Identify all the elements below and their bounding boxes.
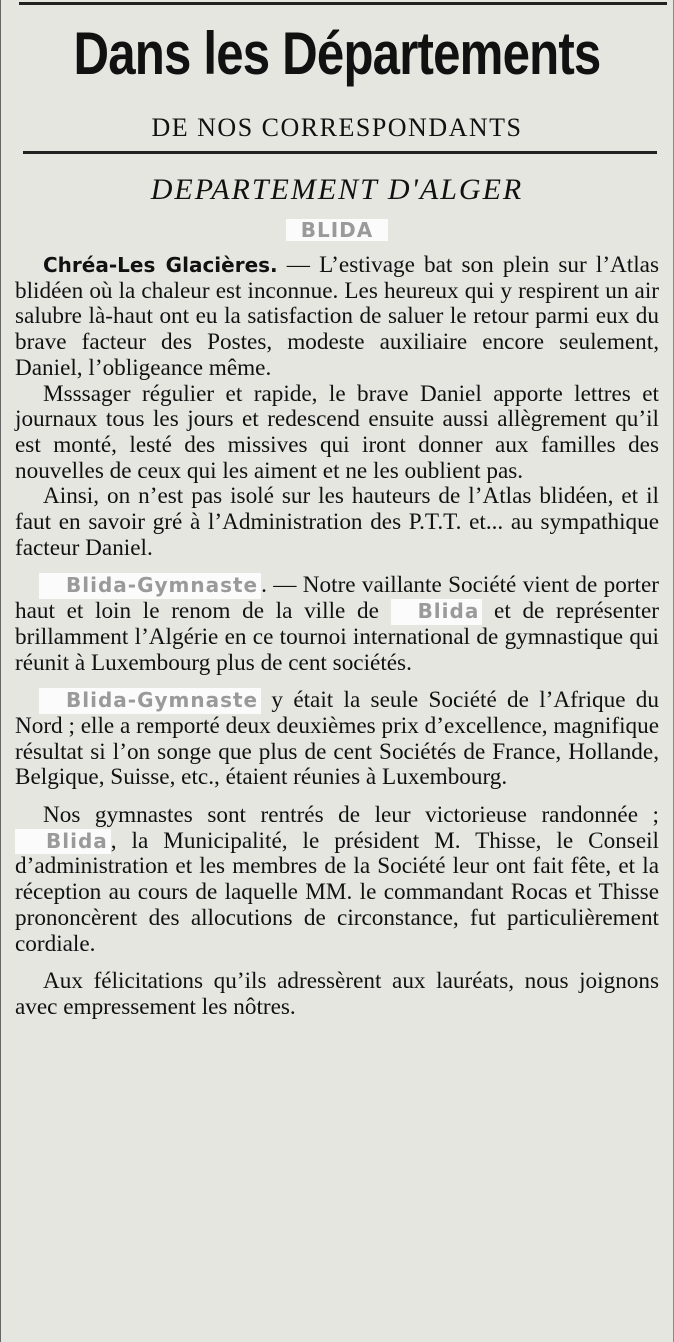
subheadline: DE NOS CORRESPONDANTS [151,113,523,142]
article2-p1-text-b: et de représenter brillamment l’Algérie en ce tournoi international de gymnastique qui réunit à Luxembourg plus de cent sociétés. [15,598,659,676]
article2-paragraph3 [15,803,659,957]
article2-paragraph4: Aux félicitations qu’ils adressèrent aux lauréats, nous joignons avec empressement les nôtres. [15,968,659,1020]
article2-lead: Blida-Gymnaste [39,573,261,599]
page-headline: Dans les Départements [73,20,601,87]
town-heading: BLIDA [286,219,388,241]
article-body [15,253,659,1021]
article2-paragraph2 [15,688,659,791]
article1-paragraph2: Msssager régulier et rapide, le brave Daniel apporte lettres et journaux tous les jours et redescend ensuite aussi allègrement qu’il est monté, lesté des missives qui iront donner aux familles des nouvelles de ceux qui les aiment et ne les oublient pas. [15,380,659,484]
article1-paragraph3: Ainsi, on n’est pas isolé sur les hauteurs de l’Atlas blidéen, et il faut en savoir gré à l’Administration des P.T.T. et... au sympathique facteur Daniel. [15,483,659,561]
article2-p3-text-a: Nos gymnastes sont rentrés de leur victorieuse randonnée ; [43,802,659,829]
article1-paragraph1 [15,253,659,382]
article2-p1-text-a: . — Notre vaillante Société vient de porter haut et loin le renom de la ville de [15,572,659,625]
article2-p3-town: Blida [15,829,111,855]
article1-p1-text: — L’estivage bat son plein sur l’Atlas blidéen où la chaleur est inconnue. Les heureux qui y respirent un air salubre là-haut ont eu la satisfaction de saluer le retour parmi eux du brave facteur des Postes, modeste auxiliaire encore seulement, Daniel, l’obligeance même. [15,252,660,381]
article2-p3-text-b: , la Municipalité, le président M. Thisse, le Conseil d’administration et les membres de la Société leur ont fait fête, et la réception au cours de laquelle MM. le commandant Rocas et Thisse prononcèrent des allocutions de circonstance, fut particulièrement cordiale. [15,827,659,957]
top-rule [19,2,667,5]
article1-lead: Chréa-Les Glacières. [43,253,278,277]
article2-p2-lead: Blida-Gymnaste [39,688,261,714]
article2-paragraph1 [15,573,659,676]
article2-p1-town: Blida [391,599,483,625]
section-rule [23,151,657,154]
article2-p2-text: y était la seule Société de l’Afrique du Nord ; elle a remporté deux deuxièmes prix d’excellence, magnifique résultat si l’on songe que plus de cent Sociétés de France, Hollande, Belgique, Suisse, etc., étaient réunies à Luxembourg. [15,687,659,791]
department-title: DEPARTEMENT D'ALGER [150,173,524,206]
